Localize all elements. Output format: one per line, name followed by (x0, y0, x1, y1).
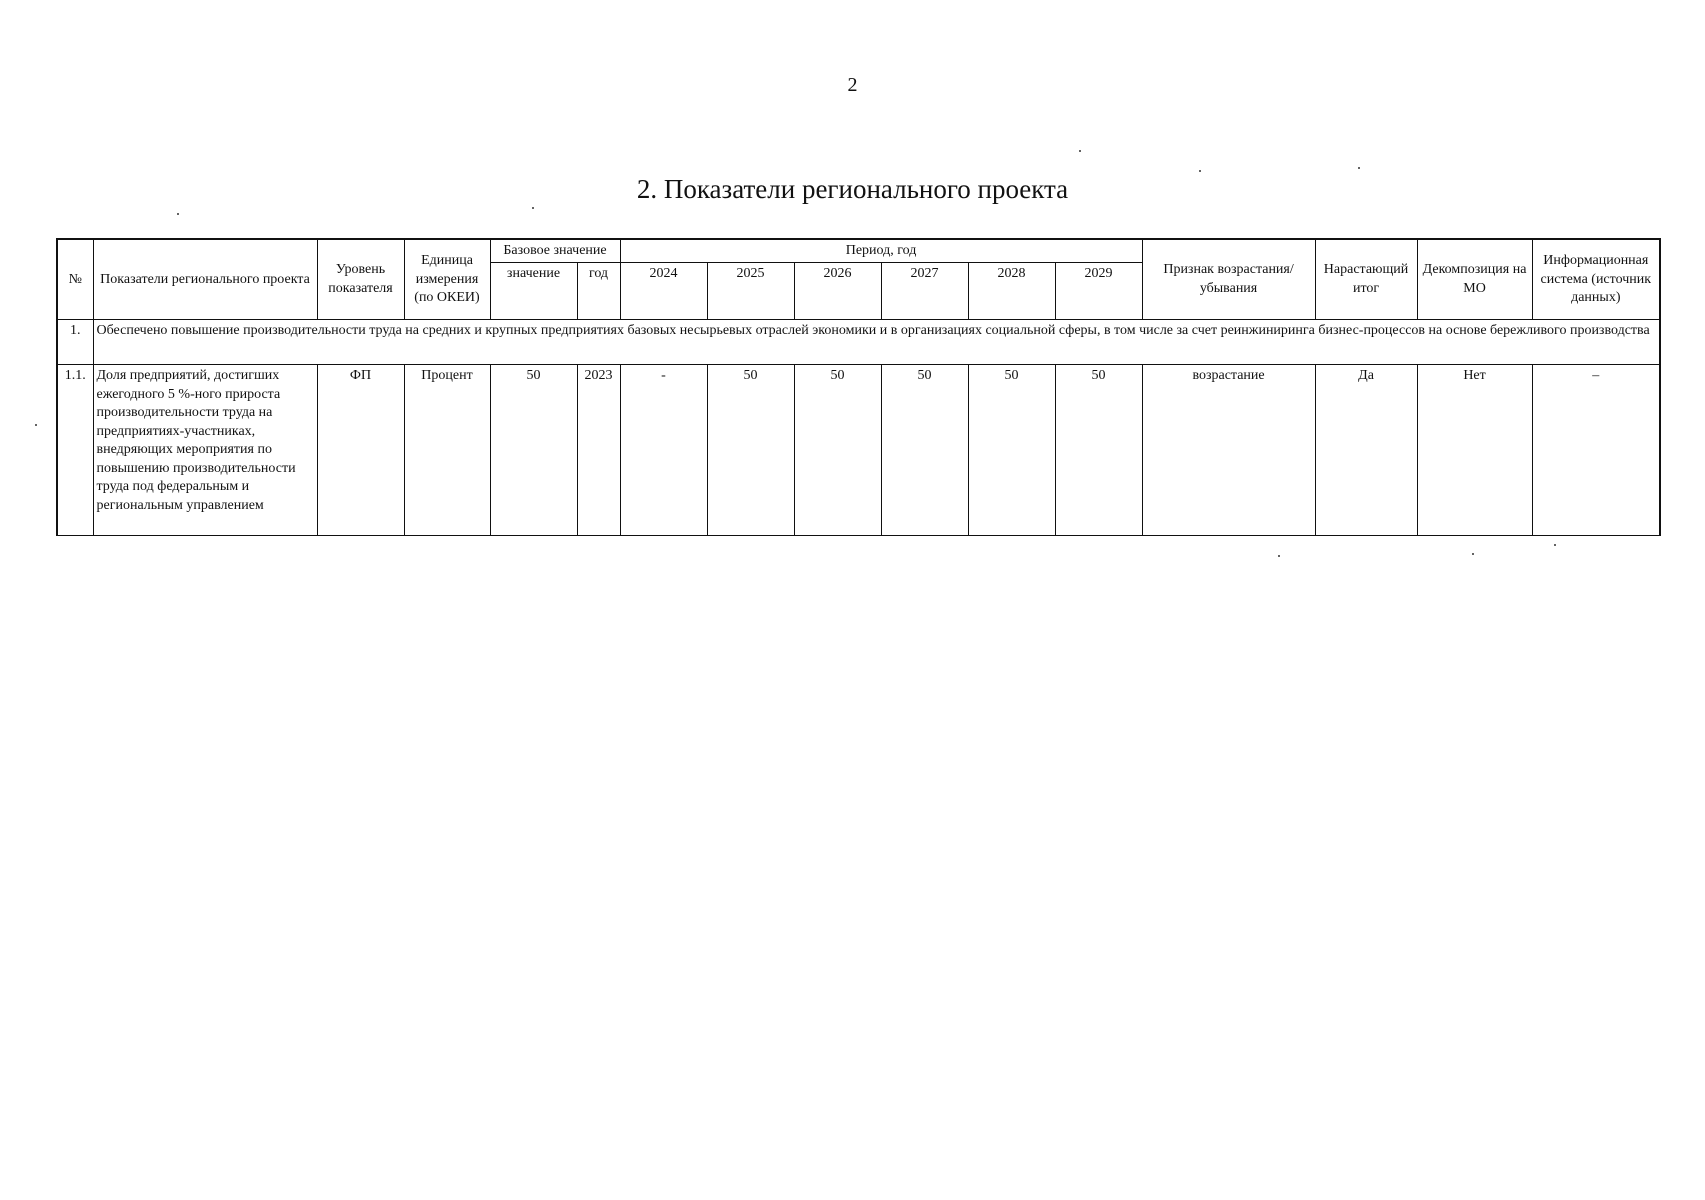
header-year-2028: 2028 (968, 263, 1055, 320)
table-row (57, 365, 1660, 536)
decomposition-mo: Нет (1417, 365, 1532, 536)
header-year-2025: 2025 (707, 263, 794, 320)
header-year-2029: 2029 (1055, 263, 1142, 320)
indicator-name: Доля предприятий, достигших ежегодного 5 %-ного прироста производительности труда на предприятиях-участниках, внедряющих мероприятия по повышению производительности труда под федеральным и региональным управлением (93, 365, 317, 536)
indicator-level: ФП (317, 365, 404, 536)
scan-speck (1554, 544, 1556, 546)
scan-speck (1278, 555, 1280, 557)
header-year-2024: 2024 (620, 263, 707, 320)
header-decomposition: Декомпозиция на МО (1417, 239, 1532, 320)
header-base-value: значение (490, 263, 577, 320)
header-level: Уровень показателя (317, 239, 404, 320)
value-2029: 50 (1055, 365, 1142, 536)
indicators-table-wrapper (56, 238, 1656, 536)
value-2028: 50 (968, 365, 1055, 536)
scan-speck (1358, 167, 1360, 169)
header-year-2027: 2027 (881, 263, 968, 320)
base-year: 2023 (577, 365, 620, 536)
row-number: 1.1. (57, 365, 93, 536)
value-2026: 50 (794, 365, 881, 536)
page-number: 2 (847, 74, 858, 96)
page-title: 2. Показатели регионального проекта (636, 174, 1069, 204)
cumulative-total: Да (1315, 365, 1417, 536)
trend-sign: возрастание (1142, 365, 1315, 536)
unit-of-measure: Процент (404, 365, 490, 536)
header-base-value-group: Базовое значение (490, 239, 620, 263)
scan-speck (1079, 150, 1081, 152)
section-title: Обеспечено повышение производительности труда на средних и крупных предприятиях базовых несырьевых отраслей экономики и в организациях социальной сферы, в том числе за счет реинжиниринга бизнес-процессов на основе бережливого производства (93, 320, 1660, 365)
value-2025: 50 (707, 365, 794, 536)
header-cumulative: Нарастающий итог (1315, 239, 1417, 320)
header-info-system: Информационная система (источник данных) (1532, 239, 1660, 320)
value-2024: - (620, 365, 707, 536)
section-number: 1. (57, 320, 93, 365)
scan-speck (35, 424, 37, 426)
value-2027: 50 (881, 365, 968, 536)
header-num: № (57, 239, 93, 320)
header-unit: Единица измерения (по ОКЕИ) (404, 239, 490, 320)
scan-speck (532, 207, 534, 209)
section-row (57, 320, 1660, 365)
scan-speck (177, 213, 179, 215)
header-trend: Признак возрастания/убывания (1142, 239, 1315, 320)
indicators-table (56, 238, 1661, 536)
info-system: – (1532, 365, 1660, 536)
header-year-2026: 2026 (794, 263, 881, 320)
base-value: 50 (490, 365, 577, 536)
table-header-row (57, 239, 1660, 263)
header-period-group: Период, год (620, 239, 1142, 263)
header-base-year: год (577, 263, 620, 320)
header-indicator: Показатели регионального проекта (93, 239, 317, 320)
scan-speck (1199, 170, 1201, 172)
scan-speck (1472, 553, 1474, 555)
